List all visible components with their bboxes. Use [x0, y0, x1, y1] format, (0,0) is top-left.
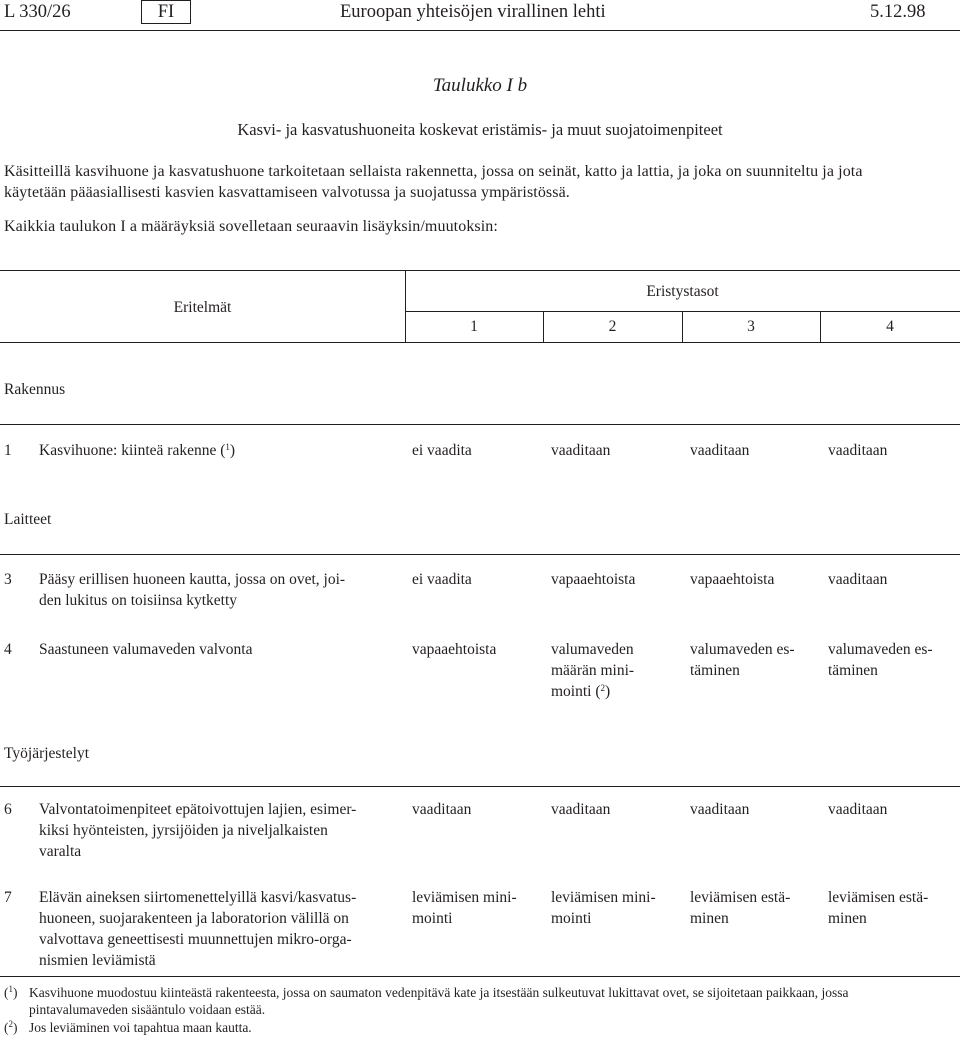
level-3: 3 [747, 318, 755, 335]
level-1: 1 [470, 318, 478, 335]
header-bottom-rule [0, 342, 960, 343]
footnote-2: Jos leviäminen voi tapahtua maan kautta. [29, 1020, 252, 1035]
language-code-box [141, 0, 191, 24]
row-number: 3 [4, 571, 12, 588]
footnote-1: Kasvihuone muodostuu kiinteästä rakenteesta, jossa on saumaton vedenpitävä kate ja itsestään sulkeutuvat lukittavat ovet, se sijoitetaan paikkaan, jossa pintavalumaveden sisääntulo voidaan estää. [29, 985, 849, 1017]
table-top-rule [0, 270, 960, 271]
level-4-value: vaaditaan [828, 571, 888, 588]
level-4-value: valumaveden es- täminen [828, 641, 933, 679]
row-number: 1 [4, 442, 12, 459]
header-rule [0, 30, 960, 31]
level-4-value: vaaditaan [828, 442, 888, 459]
level-3-value: vaaditaan [690, 801, 750, 818]
table-title: Taulukko I b [432, 75, 528, 96]
section-rule [0, 424, 960, 425]
table-subtitle: Kasvi- ja kasvatushuoneita koskevat eristämis- ja muut suojatoimenpiteet [237, 120, 723, 139]
footnote-ref: 2 [600, 683, 606, 693]
row-number: 7 [4, 889, 12, 906]
column-header-levels: Eristystasot [646, 283, 719, 300]
intro-line-3: Kaikkia taulukon I a määräyksiä sovelletaan seuraavin lisäyksin/muutoksin: [4, 218, 498, 235]
level-2-value: leviämisen mini- mointi [551, 889, 656, 927]
level-4-value: vaaditaan [828, 801, 888, 818]
section-rakennus: Rakennus [4, 381, 66, 398]
row-description: Saastuneen valumaveden valvonta [39, 641, 253, 658]
level-1-value: ei vaadita [412, 442, 472, 459]
level-1-value: ei vaadita [412, 571, 472, 588]
column-header-items: Eritelmät [173, 299, 232, 316]
section-rule [0, 554, 960, 555]
table-bottom-rule [0, 976, 960, 977]
footnote-ref: 1 [225, 442, 230, 452]
level-2-value: vaaditaan [551, 801, 611, 818]
row-description: Valvontatoimenpiteet epätoivottujen lajien, esimer- kiksi hyönteisten, jyrsijöiden ja niveljalkaisten varalta [39, 801, 357, 860]
level-1-value: vapaaehtoista [412, 641, 497, 658]
journal-title: Euroopan yhteisöjen virallinen lehti [340, 2, 606, 22]
level-3-value: vapaaehtoista [690, 571, 775, 588]
level-1-value: vaaditaan [412, 801, 472, 818]
issue-date: 5.12.98 [870, 2, 926, 22]
footnote-1-marker: ($^1$) [4, 984, 18, 1000]
intro-line-1: Käsitteillä kasvihuone ja kasvatushuone tarkoitetaan sellaista rakennetta, jossa on seinät, katto ja lattia, ja joka on suunniteltu ja jota [4, 163, 863, 180]
section-laitteet: Laitteet [4, 511, 52, 528]
level-4: 4 [886, 318, 894, 335]
level-4-value: leviämisen estä- minen [828, 889, 929, 927]
section-tyojarjestelyt: Työjärjestelyt [4, 745, 90, 762]
footnote-2-marker: ($^2$) [4, 1019, 18, 1035]
page-header [0, 0, 960, 30]
row-number: 4 [4, 641, 12, 658]
intro-line-2: käytetään pääasiallisesti kasvien kasvattamiseen valvotussa ja suojatussa ympäristössä. [4, 184, 570, 201]
level-1-value: leviämisen mini- mointi [412, 889, 517, 927]
level-2-value: vapaaehtoista [551, 571, 636, 588]
level-2: 2 [608, 318, 617, 335]
level-3-value: leviämisen estä- minen [690, 889, 791, 927]
page-reference: L 330/26 [4, 2, 71, 22]
row-description: Kasvihuone: kiinteä rakenne ($^1$) [39, 442, 236, 459]
row-description: Pääsy erillisen huoneen kautta, jossa on ovet, joi- den lukitus on toisiinsa kytketty [39, 571, 346, 609]
level-2-value: vaaditaan [551, 442, 611, 459]
level-3-value: vaaditaan [690, 442, 750, 459]
level-3-value: valumaveden es- täminen [690, 641, 795, 679]
row-number: 6 [4, 801, 12, 818]
section-rule [0, 786, 960, 787]
level-2-value: valumaveden määrän mini- mointi ($^2$) [551, 641, 635, 700]
language-code: FI [157, 2, 175, 22]
row-description: Elävän aineksen siirtomenettelyillä kasvi/kasvatus- huoneen, suojarakenteen ja laboratorion välillä on valvottava geneettisesti muunnettujen mikro-orga- nismien leviämistä [39, 889, 357, 969]
